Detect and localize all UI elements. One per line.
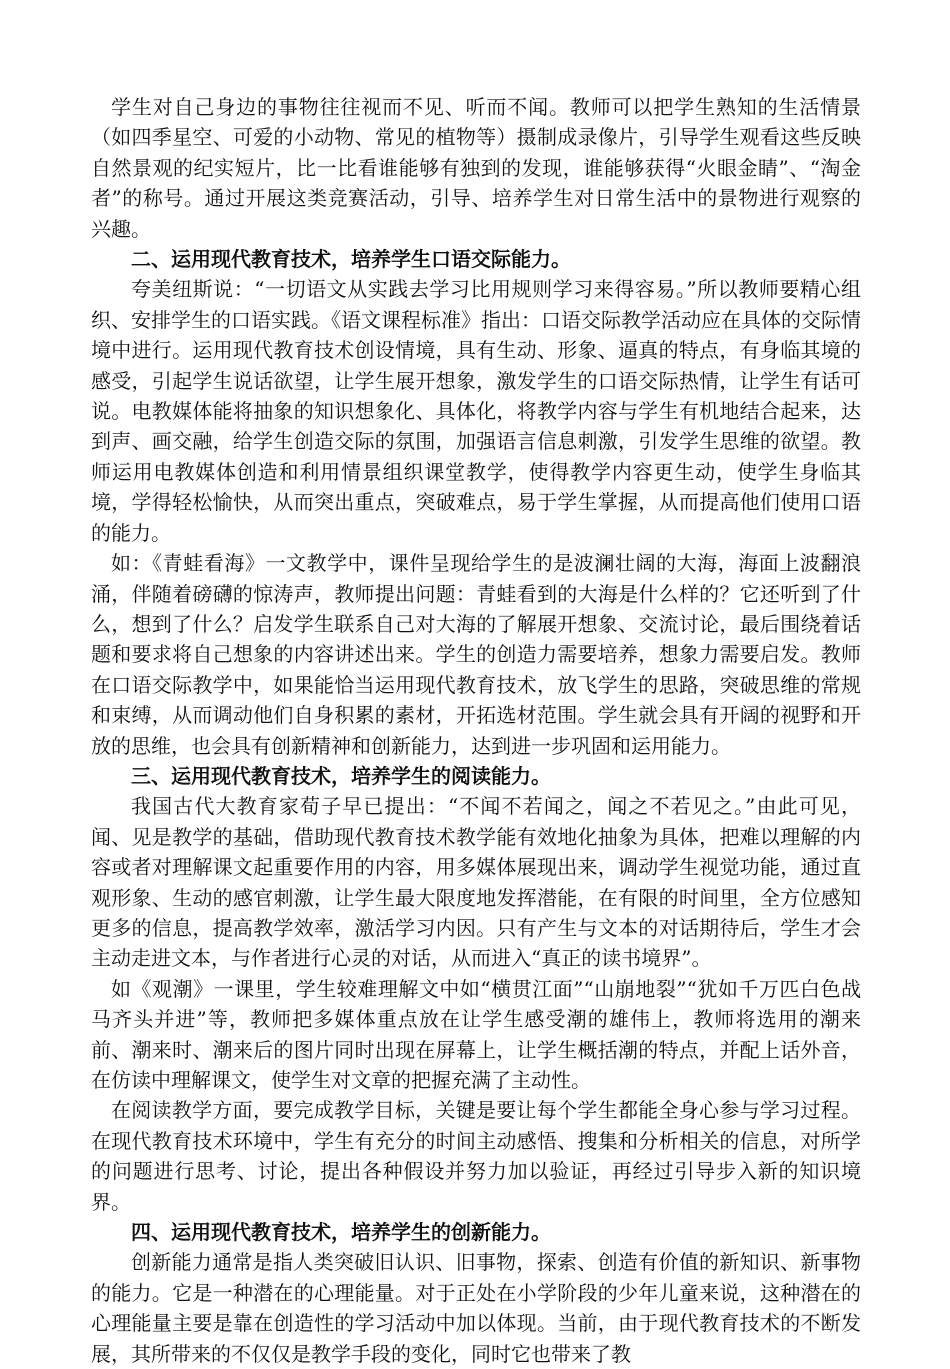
paragraph-frog-sea-example: 如：《青蛙看海》一文教学中，课件呈现给学生的是波澜壮阔的大海，海面上波翻浪涌，伴随着磅礴的惊涛声，教师提出问题：青蛙看到的大海是什么样的？它还听到了什么，想到了什么？启发学生联系自己对大海的了解展开想象、交流讨论，最后围绕着话题和要求将自己想象的内容讲述出来。学生的创造力需要培养，想象力需要启发。教师在口语交际教学中，如果能恰当运用现代教育技术，放飞学生的思路，突破思维的常规和束缚，从而调动他们自身积累的素材，开拓选材范围。学生就会具有开阔的视野和开放的思维，也会具有创新精神和创新能力，达到进一步巩固和运用能力。 [91,551,861,758]
section-heading-reading-ability: 三、运用现代教育技术，培养学生的阅读能力。 [131,763,551,788]
paragraph-tide-example: 如《观潮》一课里，学生较难理解文中如“横贯江面”“山崩地裂”“犹如千万匹白色战马齐头并进”等，教师把多媒体重点放在让学生感受潮的雄伟上，教师将选用的潮来前、潮来时、潮来后的图片同时出现在屏幕上，让学生概括潮的特点，并配上话外音，在仿读中理解课文，使学生对文章的把握充满了主动性。 [91,976,861,1092]
paragraph-observation-interest: 学生对自己身边的事物往往视而不见、听而不闻。教师可以把学生熟知的生活情景（如四季星空、可爱的小动物、常见的植物等）摄制成录像片，引导学生观看这些反映自然景观的纪实短片，比一比看谁能够有独到的发现，谁能够获得“火眼金睛”、“淘金者”的称号。通过开展这类竞赛活动，引导、培养学生对日常生活中的景物进行观察的兴趣。 [91,95,861,241]
section-heading-oral-communication: 二、运用现代教育技术，培养学生口语交际能力。 [131,247,571,272]
document-page [91,92,861,1369]
paragraph-innovation-definition: 创新能力通常是指人类突破旧认识、旧事物，探索、创造有价值的新知识、新事物的能力。它是一种潜在的心理能量。对于正处在小学阶段的少年儿童来说，这种潜在的心理能量主要是靠在创造性的学习活动中加以体现。当前，由于现代教育技术的不断发展，其所带来的不仅仅是教学手段的变化，同时它也带来了教 [91,1250,861,1366]
paragraph-reading-teaching: 在阅读教学方面，要完成教学目标，关键是要让每个学生都能全身心参与学习过程。在现代教育技术环境中，学生有充分的时间主动感悟、搜集和分析相关的信息，对所学的问题进行思考、讨论，提出各种假设并努力加以验证，再经过引导步入新的知识境界。 [91,1098,861,1214]
paragraph-comenius-quote: 夸美纽斯说：“一切语文从实践去学习比用规则学习来得容易。”所以教师要精心组织、安排学生的口语实践。《语文课程标准》指出：口语交际教学活动应在具体的交际情境中进行。运用现代教育技术创设情境，具有生动、形象、逼真的特点，有身临其境的感受，引起学生说话欲望，让学生展开想象，激发学生的口语交际热情，让学生有话可说。电教媒体能将抽象的知识想象化、具体化，将教学内容与学生有机地结合起来，达到声、画交融，给学生创造交际的氛围，加强语言信息刺激，引发学生思维的欲望。教师运用电教媒体创造和利用情景组织课堂教学，使得教学内容更生动，使学生身临其境，学得轻松愉快，从而突出重点，突破难点，易于学生掌握，从而提高他们使用口语的能力。 [91,277,861,545]
section-heading-innovation-ability: 四、运用现代教育技术，培养学生的创新能力。 [131,1220,551,1245]
paragraph-xunzi-quote: 我国古代大教育家荀子早已提出：“不闻不若闻之，闻之不若见之。”由此可见，闻、见是教学的基础，借助现代教育技术教学能有效地化抽象为具体，把难以理解的内容或者对理解课文起重要作用的内容，用多媒体展现出来，调动学生视觉功能，通过直观形象、生动的感官刺激，让学生最大限度地发挥潜能，在有限的时间里，全方位感知更多的信息，提高教学效率，激活学习内因。只有产生与文本的对话期待后，学生才会主动走进文本，与作者进行心灵的对话，从而进入“真正的读书境界”。 [91,794,861,971]
